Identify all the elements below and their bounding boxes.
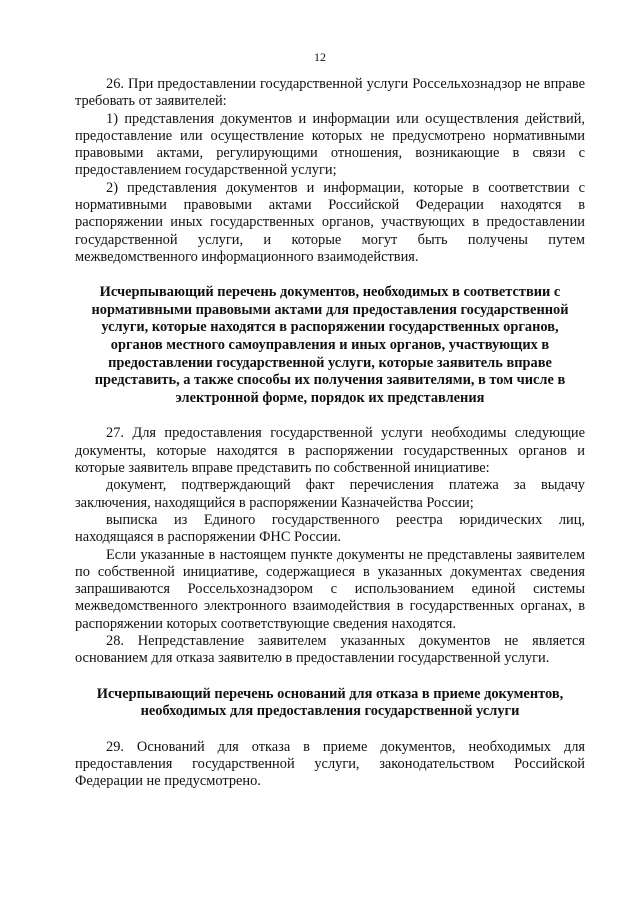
section-heading-documents: Исчерпывающий перечень документов, необходимых в соответствии с нормативными правовыми актами для предоставления государственной услуги, которые находятся в распоряжении государственных органов, органов местного самоуправления и иных органов, участвующих в предоставлении государственной услуги, которые заявитель вправе представить, а также способы их получения заявителями, в том числе в электронной форме, порядок их представления xyxy=(91,284,569,406)
page-number: 12 xyxy=(314,50,326,64)
heading-block-2 xyxy=(75,686,585,721)
heading-block-1 xyxy=(75,284,585,407)
paragraph-26-item-1: 1) представления документов и информации или осуществления действий, предоставление или осуществление которых не предусмотрено нормативными правовыми актами, регулирующими отношения, возникающие в связи с предоставлением государственной услуги; xyxy=(75,110,585,179)
paragraph-26-item-2: 2) представления документов и информации, которые в соответствии с нормативными правовыми актами Российской Федерации находятся в распоряжении иных государственных органов, участвующих в предоставлении государственной услуги, и которые могут быть получены путем межведомственного информационного взаимодействия. xyxy=(75,179,585,265)
paragraph-28: 28. Непредставление заявителем указанных документов не является основанием для отказа заявителю в предоставлении государственной услуги. xyxy=(75,632,585,667)
page-content xyxy=(75,76,585,791)
paragraph-27-note: Если указанные в настоящем пункте документы не представлены заявителем по собственной инициативе, содержащиеся в указанных документах сведения запрашиваются Россельхознадзором с использованием единой системы межведомственного электронного взаимодействия в государственных органах, в распоряжении которых соответствующие сведения находятся. xyxy=(75,546,585,632)
paragraph-27-document-1: документ, подтверждающий факт перечисления платежа за выдачу заключения, находящийся в распоряжении Казначейства России; xyxy=(75,477,585,511)
paragraph-27-intro: 27. Для предоставления государственной услуги необходимы следующие документы, которые находятся в распоряжении государственных органов и которые заявитель вправе представить по собственной инициативе: xyxy=(75,425,585,477)
section-heading-refusal-grounds: Исчерпывающий перечень оснований для отказа в приеме документов, необходимых для предоставления государственной услуги xyxy=(96,685,564,720)
paragraph-29: 29. Оснований для отказа в приеме документов, необходимых для предоставления государственной услуги, законодательством Российской Федерации не предусмотрено. xyxy=(75,738,585,790)
paragraph-27-document-2: выписка из Единого государственного реестра юридических лиц, находящаяся в распоряжении ФНС России. xyxy=(75,511,585,546)
paragraph-26-intro: 26. При предоставлении государственной услуги Россельхознадзор не вправе требовать от заявителей: xyxy=(75,76,585,110)
